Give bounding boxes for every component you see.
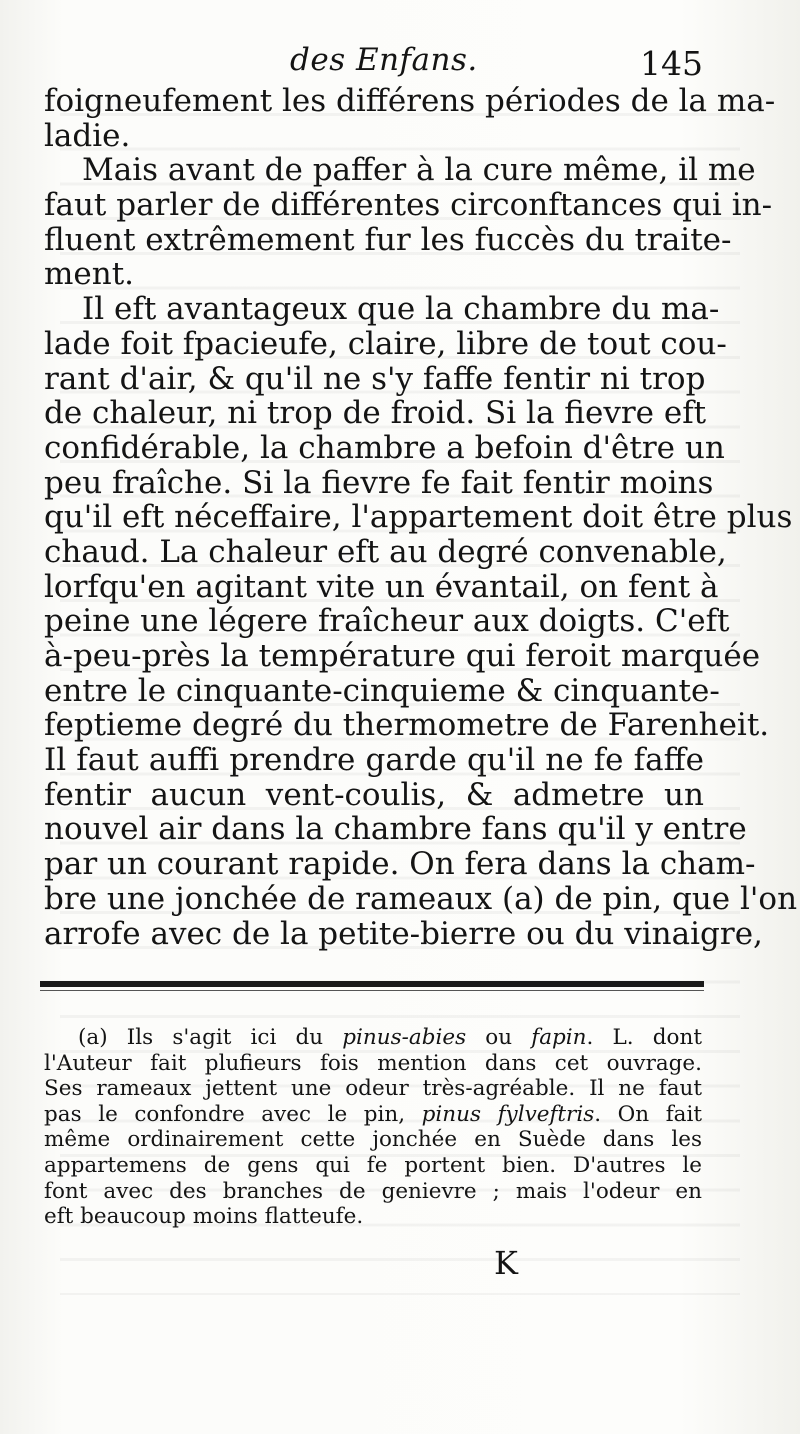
footnote-line: font avec des branches de genievre ; mais l'odeur en [44, 1178, 702, 1204]
thin-rule [40, 990, 704, 991]
text-line: par un courant rapide. On fera dans la cham- [44, 846, 756, 883]
text-line: faut parler de différentes circonftances qui in- [44, 187, 773, 224]
footnote-line: appartemens de gens qui fe portent bien. D'autres le [44, 1152, 702, 1178]
footnote-line: (a) Ils s'agit ici du pinus-abies ou fapin. L. dont [78, 1025, 702, 1050]
latin-name: pinus fylveftris [421, 1101, 595, 1127]
text-line: Il faut auffi prendre garde qu'il ne fe faffe [44, 742, 704, 779]
footnote-line: Ses rameaux jettent une odeur très-agréable. Il ne faut [44, 1076, 702, 1102]
text-line: lade foit fpacieufe, claire, libre de tout cou- [44, 325, 727, 362]
thick-rule [40, 981, 704, 987]
text-line: lorfqu'en agitant vite un évantail, on fent à [44, 568, 719, 605]
text-line: feptieme degré du thermometre de Farenheit. [44, 707, 770, 744]
running-head: des Enfans. [290, 42, 478, 78]
text-line: qu'il eft néceffaire, l'appartement doit être plus [44, 499, 793, 536]
text-line: arrofe avec de la petite-bierre ou du vinaigre, [44, 915, 763, 952]
text-line: à-peu-près la température qui feroit marquée [44, 638, 761, 674]
text-line: chaud. La chaleur eft au degré convenable, [44, 533, 727, 570]
footnote-line: eft beaucoup moins flatteufe. [44, 1204, 364, 1230]
text-line: ment. [44, 256, 135, 293]
text-line: peine une légere fraîcheur aux doigts. C'eft [44, 603, 730, 640]
signature-mark: K [494, 1244, 518, 1282]
main-text [44, 83, 798, 952]
footnote-line: même ordinairement cette jonchée en Suède dans les [44, 1127, 702, 1153]
text-line: rant d'air, & qu'il ne s'y faffe fentir ni trop [44, 360, 706, 397]
footnote-line: pas le confondre avec le pin, pinus fylveftris. On fait [44, 1101, 702, 1127]
page-number: 145 [640, 44, 703, 83]
text-line: fluent extrêmement fur les fuccès du traite- [44, 221, 732, 258]
text-line: Mais avant de paffer à la cure même, il me [82, 152, 756, 189]
latin-name: pinus-abies [342, 1025, 467, 1050]
text-line: nouvel air dans la chambre fans qu'il y entre [44, 811, 747, 848]
text-line: peu fraîche. Si la fievre fe fait fentir moins [44, 464, 714, 501]
footnote-separator [40, 972, 704, 998]
text-line: foigneufement les différens périodes de la ma- [44, 83, 776, 119]
text-line: entre le cinquante-cinquieme & cinquante- [44, 672, 720, 709]
latin-name: fapin [531, 1025, 587, 1050]
footnote [44, 1025, 702, 1230]
text-line: de chaleur, ni trop de froid. Si la fievre eft [44, 395, 707, 432]
text-line: confidérable, la chambre a befoin d'être un [44, 429, 725, 466]
text-line: fentir aucun vent-coulis, & admetre un [44, 776, 704, 813]
text-line: Il eft avantageux que la chambre du ma- [82, 291, 720, 328]
text-line: ladie. [44, 117, 131, 154]
text-line: bre une jonchée de rameaux (a) de pin, que l'on [44, 880, 798, 917]
footnote-line: l'Auteur fait plufieurs fois mention dans cet ouvrage. [44, 1050, 702, 1076]
